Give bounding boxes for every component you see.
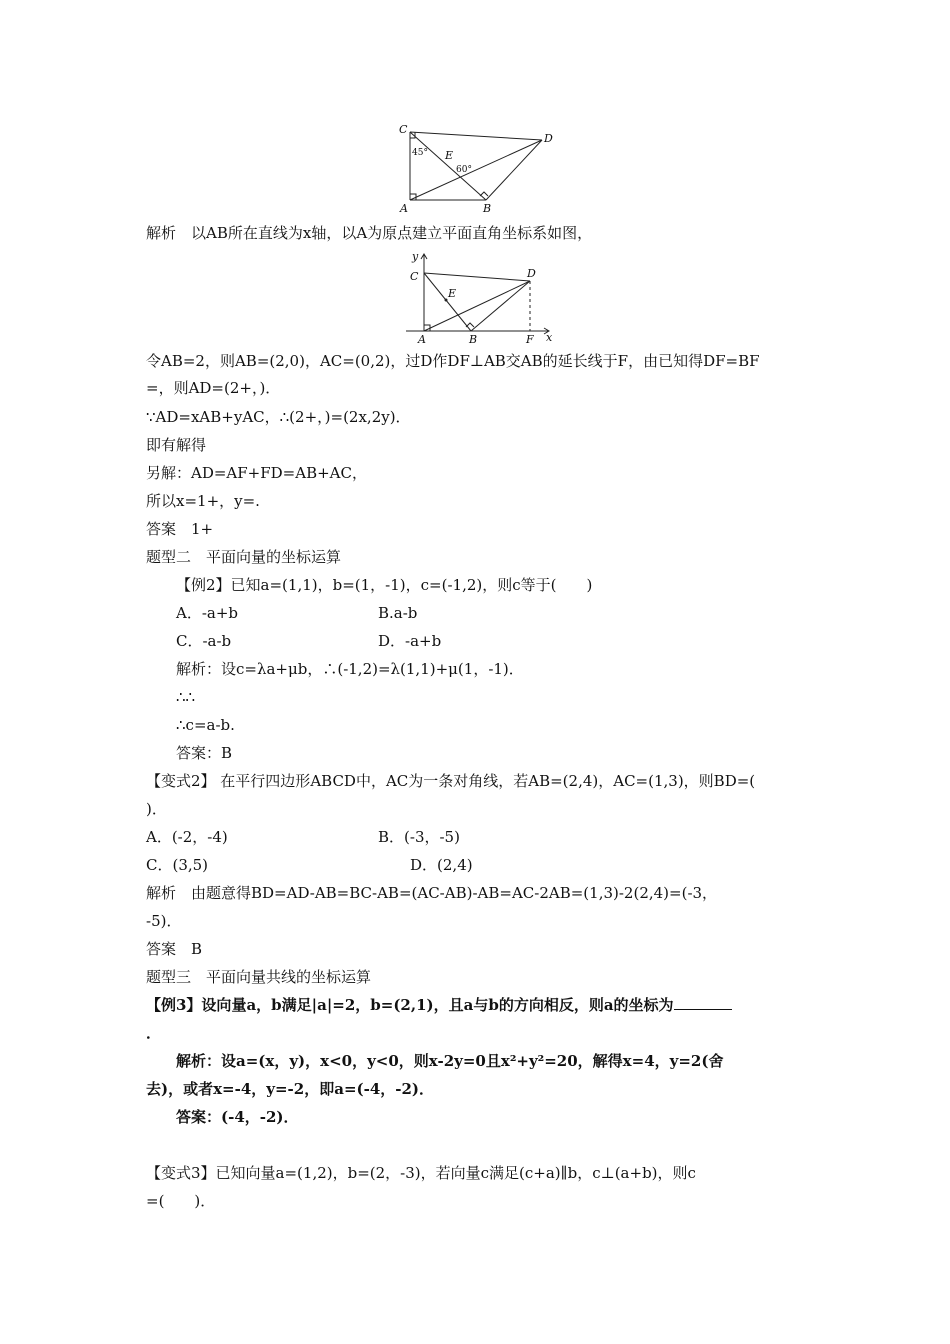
- fig1-label-d: D: [544, 132, 553, 145]
- variant-2-solution-end: -5)．: [146, 912, 182, 930]
- variant-3-question: 【变式3】已知向量a=(1,2)，b=(2，-3)，若向量c满足(c+a)∥b，c⊥(a+b)，则c: [146, 1164, 696, 1182]
- geometry-figure-2: [396, 251, 558, 345]
- example-2-option-a: A．-a+b: [176, 604, 239, 622]
- fig2-label-b: B: [469, 333, 478, 345]
- example-3-solution: 解析：设a=(x，y)，x<0，y<0，则x-2y=0且x²+y²=20，解得x=4，y=2(舍: [176, 1052, 724, 1070]
- fig2-label-c: C: [410, 270, 419, 283]
- fig2-label-y: y: [412, 251, 419, 263]
- section-heading-3: 题型三 平面向量共线的坐标运算: [146, 968, 372, 986]
- text-line-2: 令AB=2，则AB=(2,0)，AC=(0,2)，过D作DF⊥AB交AB的延长线于F，由已知得DF=BF: [146, 352, 760, 370]
- text-line-1: 解析 以AB所在直线为x轴，以A为原点建立平面直角坐标系如图，: [146, 224, 593, 242]
- fig1-angle-45: 45°: [412, 148, 428, 158]
- text-line-3: =，则AD=(2+，)．: [146, 379, 281, 397]
- example-2-solution: 解析：设c=λa+μb，∴(-1,2)=λ(1,1)+μ(1，-1)．: [176, 660, 524, 678]
- example-2-answer: 答案：B: [176, 744, 233, 762]
- fig2-label-x: x: [546, 331, 553, 344]
- variant-2-question: 【变式2】 在平行四边形ABCD中，AC为一条对角线，若AB=(2,4)，AC=(1,3)，则BD=(: [146, 772, 756, 790]
- example-2-step: ∴∴: [176, 688, 196, 706]
- fig1-label-a: A: [400, 202, 408, 214]
- geometry-figure-1: [396, 122, 556, 214]
- answer-blank: [674, 995, 732, 1010]
- fig2-label-e: E: [448, 287, 457, 300]
- variant-2-question-end: )．: [146, 800, 167, 818]
- variant-2-answer: 答案 B: [146, 940, 203, 958]
- variant-2-option-c: C．(3,5): [146, 856, 209, 874]
- example-3-question-text: 【例3】设向量a，b满足|a|=2，b=(2,1)，且a与b的方向相反，则a的坐标为: [146, 996, 674, 1014]
- fig1-label-b: B: [483, 202, 492, 214]
- example-3-question-end: ．: [146, 1024, 162, 1042]
- example-2-option-c: C．-a-b: [176, 632, 232, 650]
- example-2-option-d: D．-a+b: [378, 632, 442, 650]
- example-2-result: ∴c=a-b.: [176, 716, 235, 734]
- fig1-label-e: E: [445, 149, 454, 162]
- example-3-answer: 答案：(-4，-2)．: [176, 1108, 299, 1126]
- variant-2-solution: 解析 由题意得BD=AD-AB=BC-AB=(AC-AB)-AB=AC-2AB=(1,3)-2(2,4)=(-3，: [146, 884, 718, 902]
- variant-3-question-end: =( )．: [146, 1192, 216, 1210]
- variant-2-option-a: A．(-2，-4): [146, 828, 228, 846]
- fig2-label-f: F: [526, 333, 534, 345]
- text-line-4: ∵AD=xAB+yAC，∴(2+，)=(2x,2y)．: [146, 408, 411, 426]
- text-line-6: 另解：AD=AF+FD=AB+AC，: [146, 464, 367, 482]
- example-3-solution-end: 去)，或者x=-4，y=-2，即a=(-4，-2)．: [146, 1080, 435, 1098]
- fig2-label-d: D: [527, 267, 536, 280]
- text-line-7: 所以x=1+，y=.: [146, 492, 260, 510]
- fig2-label-a: A: [418, 333, 426, 345]
- example-2-question: 【例2】已知a=(1,1)，b=(1，-1)，c=(-1,2)，则c等于( ): [176, 576, 593, 594]
- example-3-question: [146, 995, 732, 1015]
- answer-line-1: 答案 1+: [146, 520, 214, 538]
- section-heading-2: 题型二 平面向量的坐标运算: [146, 548, 342, 566]
- fig1-angle-60: 60°: [456, 165, 472, 175]
- variant-2-option-b: B．(-3，-5): [378, 828, 460, 846]
- example-2-option-b: B.a-b: [378, 604, 418, 622]
- fig1-label-c: C: [399, 123, 408, 136]
- text-line-5: 即有解得: [146, 436, 207, 454]
- variant-2-option-d: D．(2,4): [410, 856, 473, 874]
